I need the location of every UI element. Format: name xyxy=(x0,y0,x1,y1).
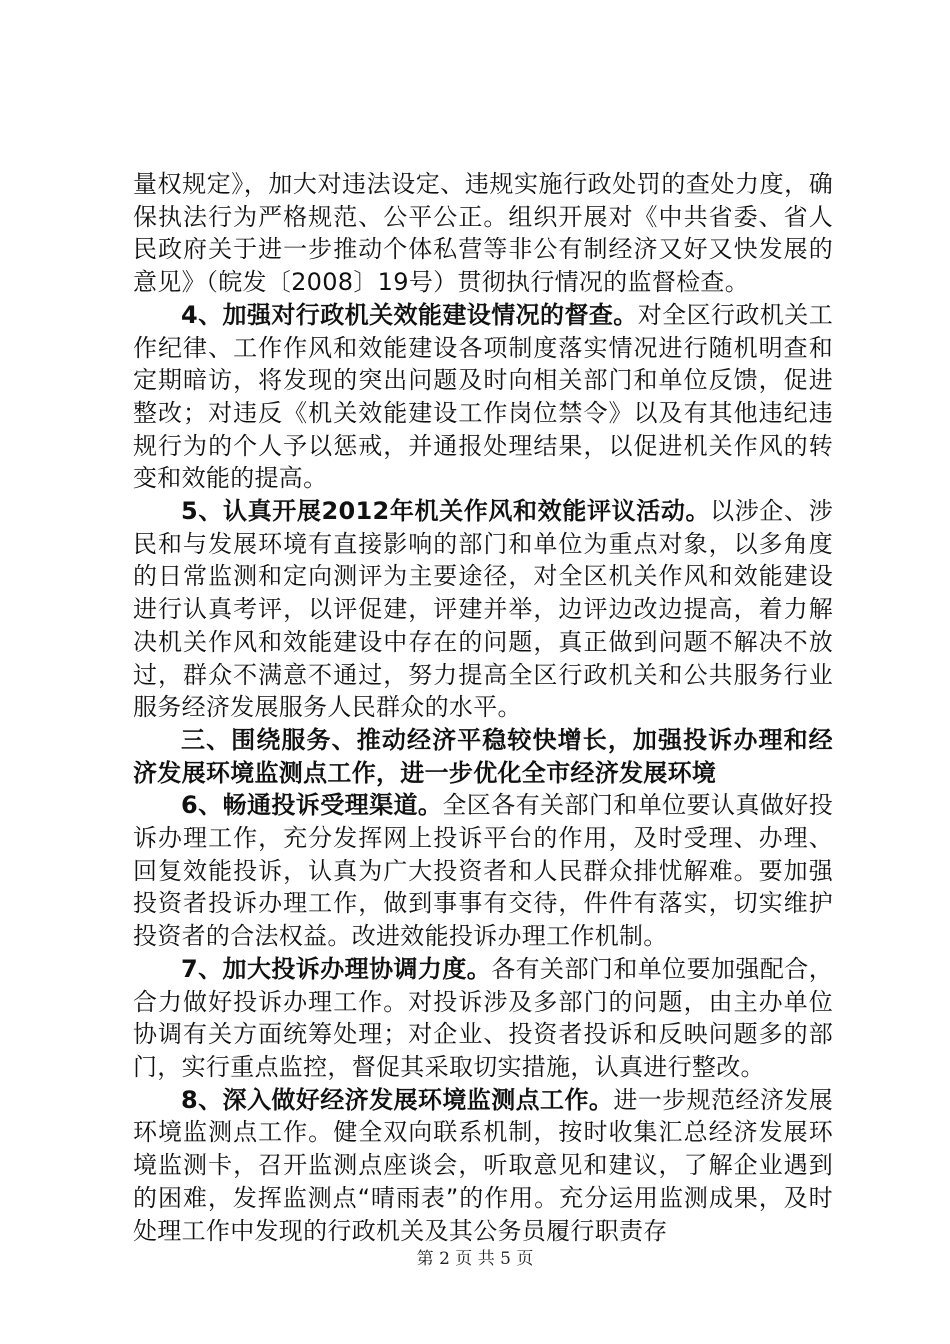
section-heading: 三、围绕服务、推动经济平稳较快增长，加强投诉办理和经济发展环境监测点工作，进一步优化全市经济发展环境 xyxy=(133,725,833,787)
paragraph-item-4 xyxy=(133,299,833,495)
item-heading: 7、加大投诉办理协调力度。 xyxy=(181,954,492,983)
paragraph-item-6 xyxy=(133,789,833,953)
paragraph-text: 进一步规范经济发展环境监测点工作。健全双向联系机制，按时收集汇总经济发展环境监测卡，召开监测点座谈会，听取意见和建议，了解企业遇到的困难，发挥监测点“晴雨表”的作用。充分运用监测成果，及时处理工作中发现的行政机关及其公务员履行职责存 xyxy=(133,1085,833,1245)
paragraph-text: 各有关部门和单位要加强配合，合力做好投诉办理工作。对投诉涉及多部门的问题，由主办单位协调有关方面统筹处理；对企业、投资者投诉和反映问题多的部门，实行重点监控，督促其采取切实措施，认真进行整改。 xyxy=(133,954,833,1081)
item-heading: 6、畅通投诉受理渠道。 xyxy=(181,791,443,820)
page-footer: 第 2 页 共 5 页 xyxy=(416,1249,534,1269)
paragraph-item-8 xyxy=(133,1084,833,1248)
paragraph-continuation xyxy=(133,168,833,299)
item-heading: 4、加强对行政机关效能建设情况的督查。 xyxy=(181,300,638,329)
paragraph-item-5 xyxy=(133,495,833,724)
item-heading: 8、深入做好经济发展环境监测点工作。 xyxy=(181,1085,614,1114)
paragraph-text: 全区各有关部门和单位要认真做好投诉办理工作，充分发挥网上投诉平台的作用，及时受理、办理、回复效能投诉，认真为广大投资者和人民群众排忧解难。要加强投资者投诉办理工作，做到事事有交待，件件有落实，切实维护投资者的合法权益。改进效能投诉办理工作机制。 xyxy=(133,791,833,951)
paragraph-item-7 xyxy=(133,953,833,1084)
paragraph-text: 对全区行政机关工作纪律、工作作风和效能建设各项制度落实情况进行随机明查和定期暗访，将发现的突出问题及时向相关部门和单位反馈，促进整改；对违反《机关效能建设工作岗位禁令》以及有其他违纪违规行为的个人予以惩戒，并通报处理结果，以促进机关作风的转变和效能的提高。 xyxy=(133,300,833,493)
paragraph-text: 量权规定》，加大对违法设定、违规实施行政处罚的查处力度，确保执法行为严格规范、公平公正。组织开展对《中共省委、省人民政府关于进一步推动个体私营等非公有制经济又好又快发展的意见》（皖发〔2008〕19号）贯彻执行情况的监督检查。 xyxy=(133,170,833,297)
paragraph-text: 以涉企、涉民和与发展环境有直接影响的部门和单位为重点对象，以多角度的日常监测和定向测评为主要途径，对全区机关作风和效能建设进行认真考评，以评促建，评建并举，边评边改边提高，着力解决机关作风和效能建设中存在的问题，真正做到问题不解决不放过，群众不满意不通过，努力提高全区行政机关和公共服务行业服务经济发展服务人民群众的水平。 xyxy=(133,497,833,722)
document-body xyxy=(133,168,833,1247)
item-heading: 5、认真开展2012年机关作风和效能评议活动。 xyxy=(181,497,711,526)
